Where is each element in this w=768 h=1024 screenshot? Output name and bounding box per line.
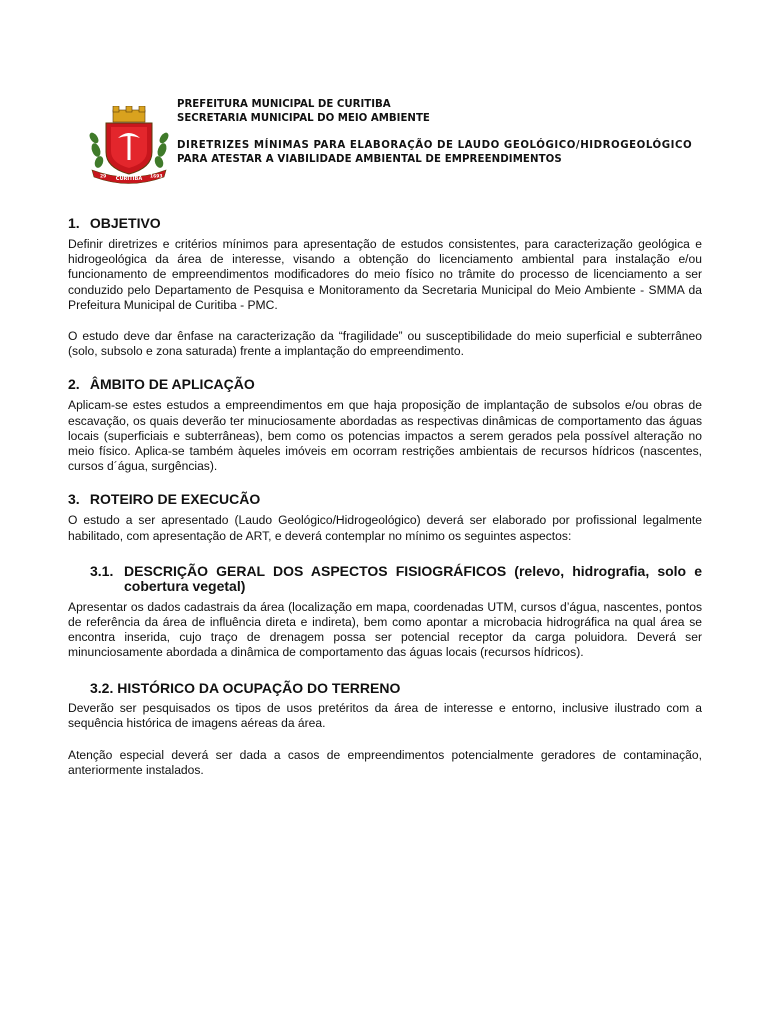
section-1-paragraph-1: Definir diretrizes e critérios mínimos para apresentação de estudos consistentes, para caracterização geológica e hidrogeológica da área de interesse, visando a obtenção do licenciamento ambiental para instalação e/ou funcionamento de empreendimentos modificadores do meio físico no trâmite do processo de licenciamento a ser conduzido pelo Departamento de Pesquisa e Monitoramento da Secretaria Municipal do Meio Ambiente - SMMA da Prefeitura Municipal de Curitiba - PMC. <box>68 237 702 312</box>
crest-ribbon-label: CURITIBA <box>115 176 143 182</box>
document-body <box>68 215 702 778</box>
document-header <box>88 98 708 188</box>
subsection-3-2-paragraph-2: Atenção especial deverá ser dada a casos de empreendimentos potencialmente geradores de contaminação, anteriormente instalados. <box>68 747 702 777</box>
section-3-paragraph-1: O estudo a ser apresentado (Laudo Geológico/Hidrogeológico) deverá ser elaborado por profissional legalmente habilitado, com apresentação de ART, e deverá contemplar no mínimo os seguintes aspectos: <box>68 513 702 543</box>
document-title-line2: PARA ATESTAR A VIABILIDADE AMBIENTAL DE EMPREENDIMENTOS <box>177 153 562 165</box>
header-line-municipality: PREFEITURA MUNICIPAL DE CURITIBA <box>177 99 391 110</box>
section-heading-3: 3. ROTEIRO DE EXECUCÃO <box>68 491 261 508</box>
subsection-3-1-paragraph-1: Apresentar os dados cadastrais da área (localização em mapa, coordenadas UTM, cursos d’água, nascentes, pontos de referência da área de influência direta e indireta), bem como apontar a microbacia hidrográfica na qual área se encontra inserida, cujo traço de drenagem possa ser potencial receptor da carga poluidora. Deverá ser minunciosamente abordada a dinâmica de comportamento das águas locais (recursos hídricos). <box>68 599 702 660</box>
header-text-block <box>177 98 707 166</box>
section-2-paragraph-1: Aplicam-se estes estudos a empreendimentos em que haja proposição de implantação de subsolos e/ou obras de escavação, os quais deverão ter minuciosamente abordadas as respectivas dinâmicas de comportamento das águas locais (superficiais e subterrâneas), bem como os potencias impactos a serem gerados pela possível alteração no meio físico. Aplica-se também àqueles imóveis em ocorram restrições ambientais de recursos hídricos (nascentes, cursos d´água, surgências). <box>68 398 702 474</box>
crest-ribbon-text <box>88 106 170 184</box>
subsection-3-2-paragraph-1: Deverão ser pesquisados os tipos de usos pretéritos da área de interesse e entorno, inclusive ilustrado com a sequência histórica de imagens aéreas da área. <box>68 701 702 731</box>
subsection-heading-3-1: 3.1. DESCRIÇÃO GERAL DOS ASPECTOS FISIOGRÁFICOS (relevo, hidrografia, solo e cobertura vegetal) <box>90 562 702 595</box>
subsection-heading-3-2: 3.2. HISTÓRICO DA OCUPAÇÃO DO TERRENO <box>90 679 401 696</box>
header-line-secretariat: SECRETARIA MUNICIPAL DO MEIO AMBIENTE <box>177 112 430 124</box>
crest-year-left: 29 <box>100 174 107 180</box>
document-title-line1: DIRETRIZES MÍNIMAS PARA ELABORAÇÃO DE LAUDO GEOLÓGICO/HIDROGEOLÓGICO <box>177 140 693 151</box>
section-heading-2: 2. ÂMBITO DE APLICAÇÃO <box>68 376 255 393</box>
section-heading-1: 1. OBJETIVO <box>68 215 161 231</box>
crest-year-right: 1693 <box>150 174 163 180</box>
section-1-paragraph-2: O estudo deve dar ênfase na caracterização da “fragilidade” ou susceptibilidade do meio superficial e subterrâneo (solo, subsolo e zona saturada) frente a implantação do empreendimento. <box>68 329 702 359</box>
